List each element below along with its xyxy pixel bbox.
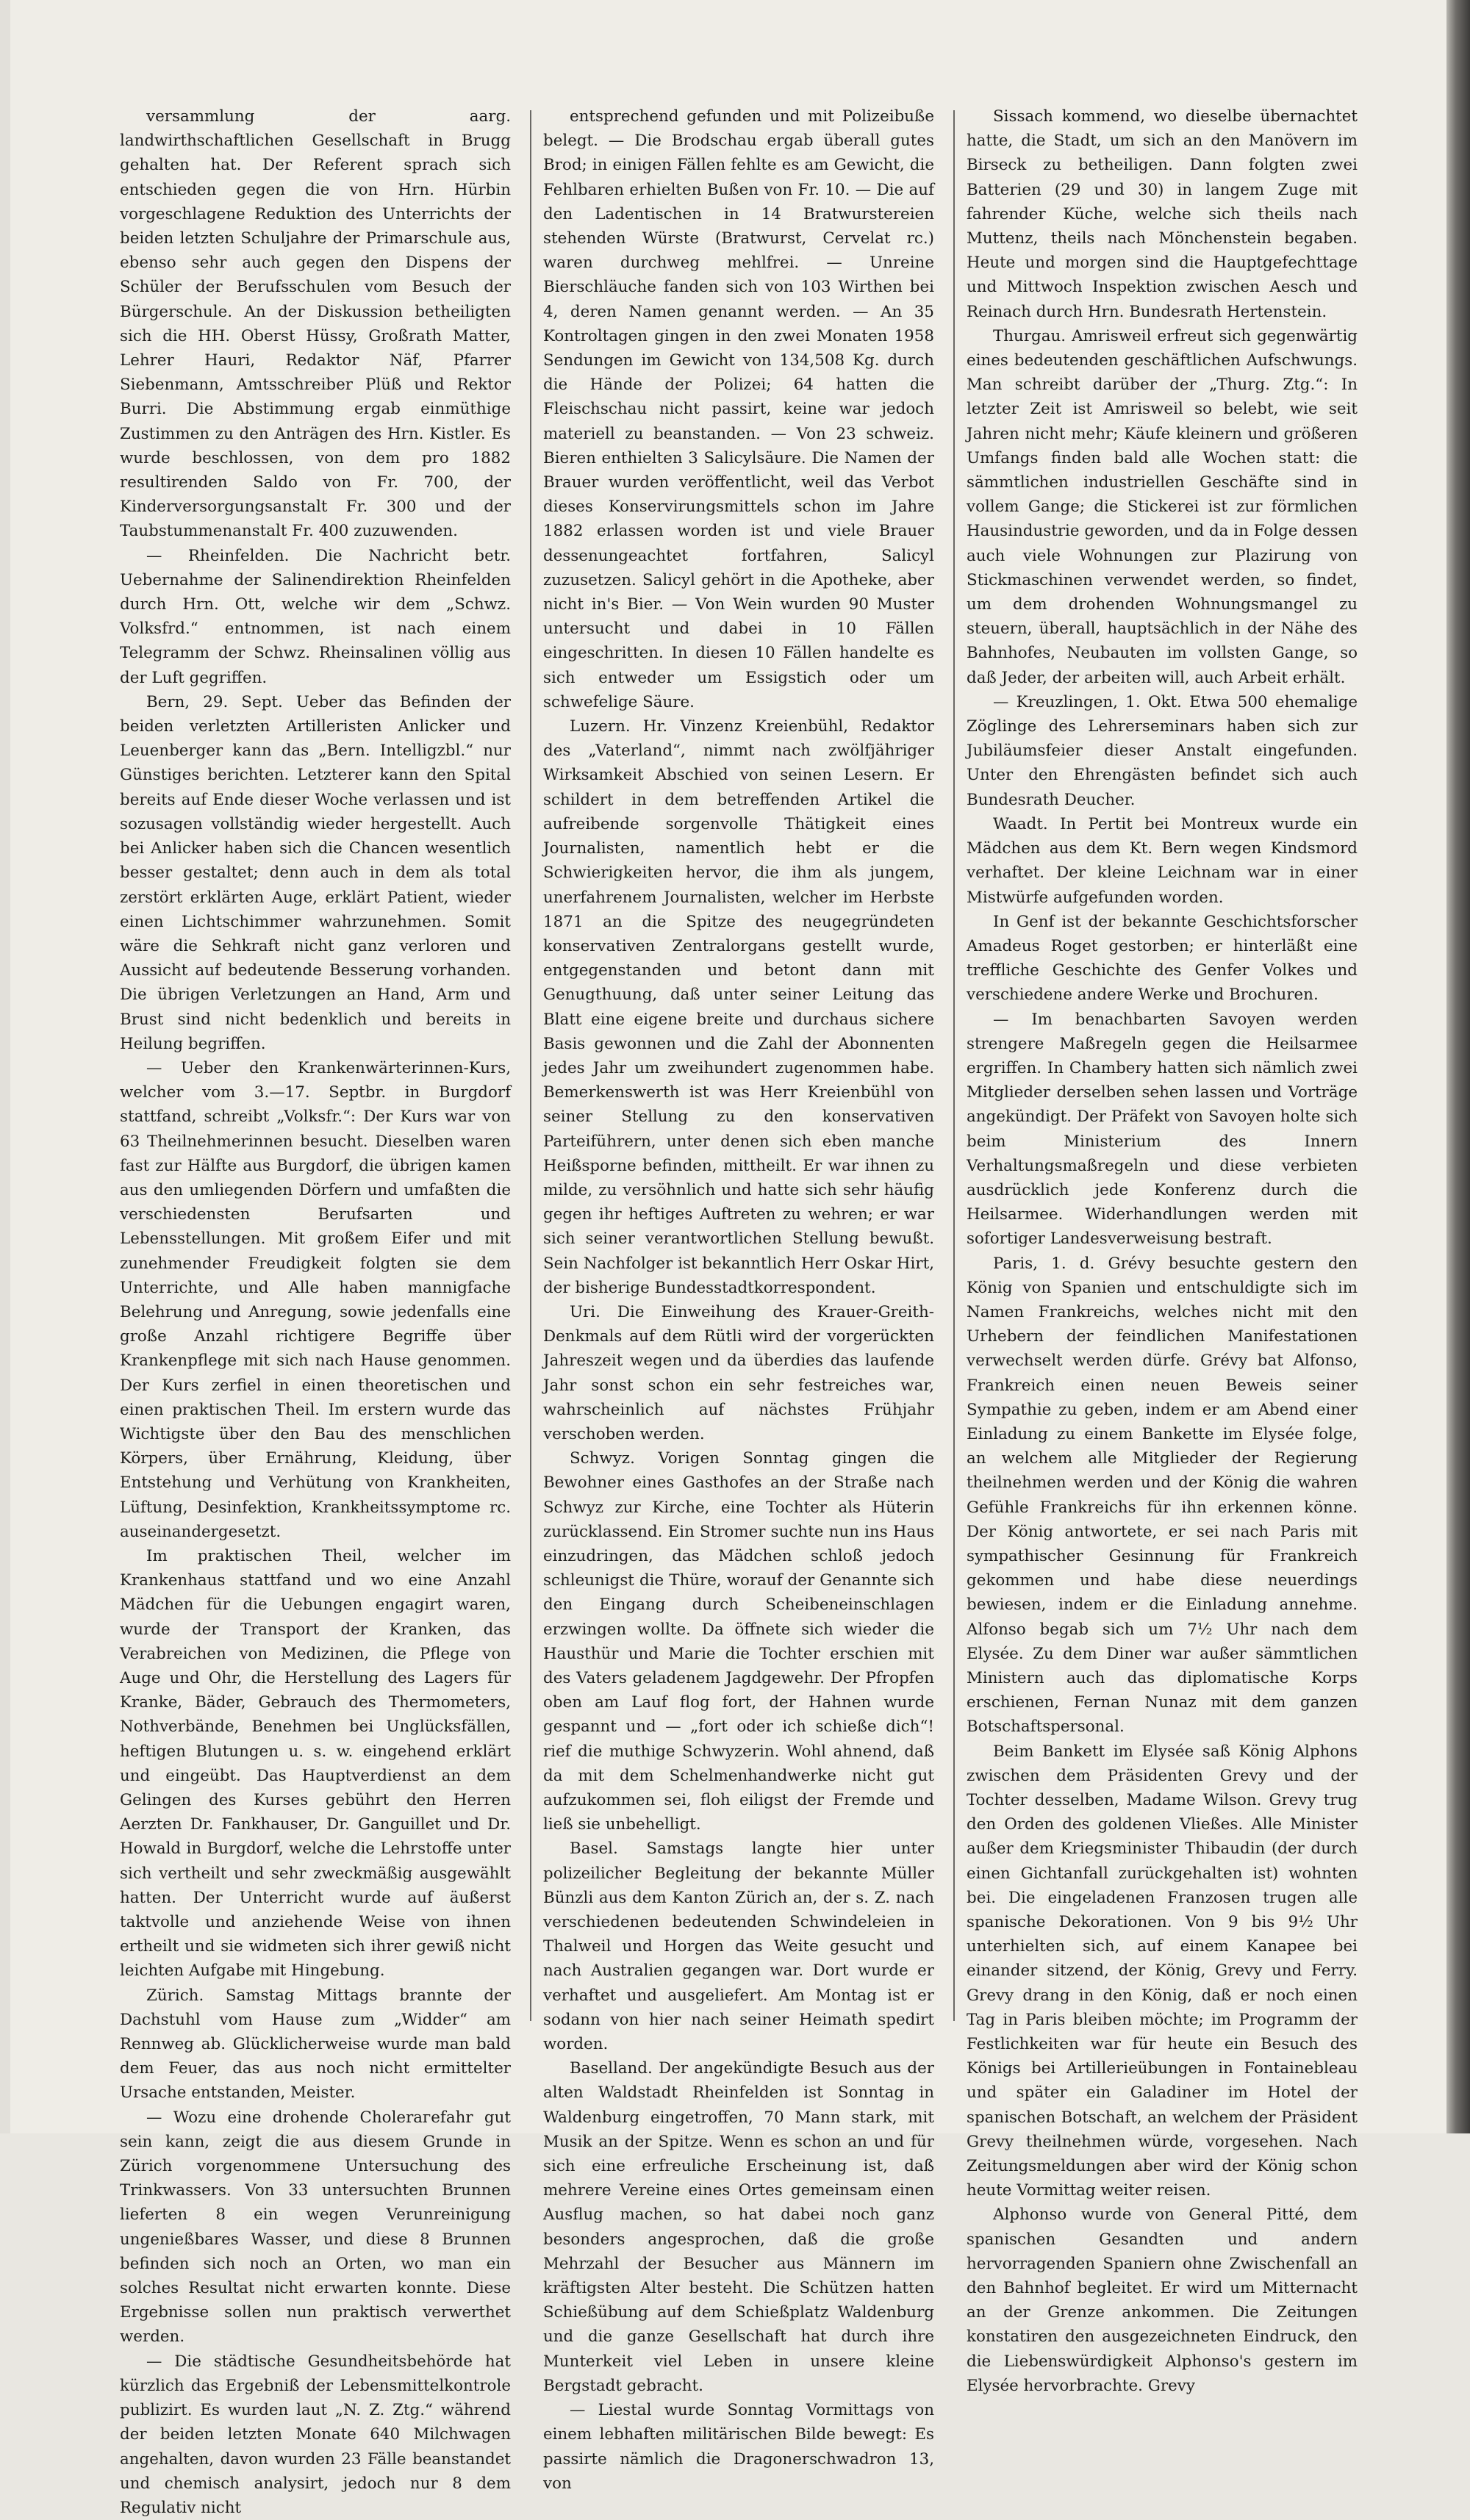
article-paragraph: Bern, 29. Sept. Ueber das Befinden der beiden verletzten Artilleristen Anlicker und Leuenberger kann das „Bern. Intelligzbl.“ nur Günstiges berichten. Letzterer kann den Spital bereits auf Ende dieser Woche verlassen und ist sozusagen vollständig wieder hergestellt. Auch bei Anlicker haben sich die Chancen wesentlich besser gestaltet; denn auch in dem als total zerstört erklärten Auge, erklärt Patient, wieder einen Lichtschimmer wahrzunehmen. Somit wäre die Sehkraft nicht ganz verloren und Aussicht auf bedeutende Besserung vorhanden. Die übrigen Verletzungen an Hand, Arm und Brust sind nicht bedenklich und bereits in Heilung begriffen.: [120, 692, 511, 1053]
article-paragraph: — Liestal wurde Sonntag Vormittags von einem lebhaften militärischen Bilde bewegt: Es passirte nämlich die Dragonerschwadron 13, von: [543, 2401, 934, 2493]
article-paragraph: — Kreuzlingen, 1. Okt. Etwa 500 ehemalige Zöglinge des Lehrerseminars haben sich zur Jubiläumsfeier dieser Anstalt eingefunden. Unter den Ehrengästen befindet sich auch Bundesrath Deucher.: [967, 692, 1358, 809]
column-2: [543, 104, 934, 2493]
article-paragraph: Im praktischen Theil, welcher im Krankenhaus stattfand und wo eine Anzahl Mädchen für die Uebungen engagirt waren, wurde der Transport der Kranken, das Verabreichen von Medizinen, die Pflege von Auge und Ohr, die Herstellung des Lagers für Kranke, Bäder, Gebrauch des Thermometers, Nothverbände, Benehmen bei Unglücksfällen, heftigen Blutungen u. s. w. eingehend erklärt und eingeübt. Das Hauptverdienst an dem Gelingen des Kurses gebührt den Herren Aerzten Dr. Fankhauser, Dr. Ganguillet und Dr. Howald in Burgdorf, welche die Lehrstoffe unter sich vertheilt und sehr zweckmäßig ausgewählt hatten. Der Unterricht wurde auf äußerst taktvolle und anziehende Weise von ihnen ertheilt und sie widmeten sich ihrer gewiß nicht leichten Aufgabe mit Hingebung.: [120, 1546, 511, 1981]
column-3: [967, 104, 1358, 2395]
article-paragraph: Uri. Die Einweihung des Krauer-Greith-Denkmals auf dem Rütli wird der vorgerückten Jahreszeit wegen und da überdies das laufende Jahr sonst schon ein sehr festreiches war, wahrscheinlich auf nächstes Frühjahr verschoben werden.: [543, 1302, 934, 1443]
article-paragraph: entsprechend gefunden und mit Polizeibuße belegt. — Die Brodschau ergab überall gutes Brod; in einigen Fällen fehlte es am Gewicht, die Fehlbaren erhielten Bußen von Fr. 10. — Die auf den Ladentischen in 14 Bratwurstereien stehenden Würste (Bratwurst, Cervelat rc.) waren durchweg mehlfrei. — Unreine Bierschläuche fanden sich von 103 Wirthen bei 4, deren Namen genannt werden. — An 35 Kontroltagen gingen in den zwei Monaten 1958 Sendungen im Gewicht von 134,508 Kg. durch die Hände der Polizei; 64 hatten die Fleischschau nicht passirt, keine war jedoch materiell zu beanstanden. — Von 23 schweiz. Bieren enthielten 3 Salicylsäure. Die Namen der Brauer wurden veröffentlicht, weil das Verbot dieses Konservirungsmittels schon im Jahre 1882 erlassen worden ist und viele Brauer dessenungeachtet fortfahren, Salicyl zuzusetzen. Salicyl gehört in die Apotheke, aber nicht in's Bier. — Von Wein wurden 90 Muster untersucht und dabei in 10 Fällen eingeschritten. In diesen 10 Fällen handelte es sich entweder um Essigstich oder um schwefelige Säure.: [543, 107, 934, 711]
article-paragraph: Sissach kommend, wo dieselbe übernachtet hatte, die Stadt, um sich an den Manövern im Birseck zu betheiligen. Dann folgten zwei Batterien (29 und 30) in langem Zuge mit fahrender Küche, welche sich theils nach Muttenz, theils nach Mönchenstein begaben. Heute und morgen sind die Hauptgefechttage und Mittwoch Inspektion zwischen Aesch und Reinach durch Hrn. Bundesrath Hertenstein.: [967, 107, 1358, 321]
article-paragraph: Basel. Samstags langte hier unter polizeilicher Begleitung der bekannte Müller Bünzli aus dem Kanton Zürich an, der s. Z. nach verschiedenen bedeutenden Schwindeleien in Thalweil und Horgen das Weite gesucht und nach Australien gegangen war. Dort wurde er verhaftet und ausgeliefert. Am Montag ist er sodann von hier nach seiner Heimath spedirt worden.: [543, 1839, 934, 2054]
article-paragraph: Luzern. Hr. Vinzenz Kreienbühl, Redaktor des „Vaterland“, nimmt nach zwölfjähriger Wirksamkeit Abschied von seinen Lesern. Er schildert in dem betreffenden Artikel die aufreibende sorgenvolle Thätigkeit eines Journalisten, namentlich hebt er die Schwierigkeiten hervor, die ihm als jungem, unerfahrenem Journalisten, welcher im Herbste 1871 an die Spitze des neugegründeten konservativen Zentralorgans gestellt wurde, entgegenstanden und betont dann mit Genugthuung, daß unter seiner Leitung das Blatt eine eigene breite und durchaus sichere Basis gewonnen und die Zahl der Abonnenten jedes Jahr um zweihundert zugenommen habe. Bemerkenswerth ist was Herr Kreienbühl von seiner Stellung zu den konservativen Parteiführern, unter denen sich eben manche Heißsporne befinden, mittheilt. Er war ihnen zu milde, zu versöhnlich und hatte sich sehr häufig gegen ihr heftiges Auftreten zu wehren; er war sich seiner verantwortlichen Stellung bewußt. Sein Nachfolger ist bekanntlich Herr Oskar Hirt, der bisherige Bundesstadtkorrespondent.: [543, 717, 934, 1297]
article-paragraph: Thurgau. Amriswеil erfreut sich gegenwärtig eines bedeutenden geschäftlichen Aufschwungs. Man schreibt darüber der „Thurg. Ztg.“: In letzter Zeit ist Amriswеil so belebt, wie seit Jahren nicht mehr; Käufe kleinern und größeren Umfangs finden bald alle Wochen statt: die sämmtlichen industriellen Geschäfte sind in vollem Gange; die Stickerei ist zur förmlichen Hausindustrie geworden, und da in Folge dessen auch viele Wohnungen zur Plazirung von Stickmaschinen verwendet werden, so findet, um dem drohenden Wohnungsmangel zu steuern, überall, hauptsächlich in der Nähe des Bahnhofes, Neubauten im vollsten Gange, so daß Jeder, der arbeiten will, auch Arbeit erhält.: [967, 326, 1358, 687]
article-paragraph: Schwyz. Vorigen Sonntag gingen die Bewohner eines Gasthofes an der Straße nach Schwyz zur Kirche, eine Tochter als Hüterin zurücklassend. Ein Stromer suchte nun ins Haus einzudringen, das Mädchen schloß jedoch schleunigst die Thüre, worauf der Genannte sich den Eingang durch Scheibeneinschlagen erzwingen wollte. Da öffnete sich wieder die Hausthür und Marie die Tochter erschien mit des Vaters geladenem Jagdgewehr. Der Pfropfen oben am Lauf flog fort, der Hahnen wurde gespannt und — „fort oder ich schieße dich“! rief die muthige Schwyzerin. Wohl ahnend, daß da mit dem Schelmenhandwerke nicht gut aufzukommen sei, floh eiligst der Fremde und ließ sie unbehelligt.: [543, 1449, 934, 1834]
article-paragraph: Baselland. Der angekündigte Besuch aus der alten Waldstadt Rheinfelden ist Sonntag in Waldenburg eingetroffen, 70 Mann stark, mit Musik an der Spitze. Wenn es schon an und für sich eine erfreuliche Erscheinung ist, daß mehrere Vereine eines Ortes gemeinsam einen Ausflug machen, so hat dabei noch ganz besonders angesprochen, daß die große Mehrzahl der Besucher aus Männern im kräftigsten Alter besteht. Die Schützen hatten Schießübung auf dem Schießplatz Waldenburg und die ganze Gesellschaft hat durch ihre Munterkeit viel Leben in unsere kleine Bergstadt gebracht.: [543, 2059, 934, 2395]
page-edge-shadow: [1446, 0, 1470, 2133]
article-paragraph: — Ueber den Krankenwärterinnen-Kurs, welcher vom 3.—17. Septbr. in Burgdorf stattfand, schreibt „Volksfr.“: Der Kurs war von 63 Theilnehmerinnen besucht. Dieselben waren fast zur Hälfte aus Burgdorf, die übrigen kamen aus den umliegenden Dörfern und umfaßten die verschiedensten Berufsarten und Lebensstellungen. Mit großem Eifer und mit zunehmender Freudigkeit folgten sie dem Unterrichte, und Alle haben mannigfache Belehrung und Anregung, sowie jedenfalls eine große Anzahl richtigere Begriffe über Krankenpflege mit sich nach Hause genommen. Der Kurs zerfiel in einen theoretischen und einen praktischen Theil. Im erstern wurde das Wichtigste über den Bau des menschlichen Körpers, über Ernährung, Kleidung, über Entstehung und Verhütung von Krankheiten, Lüftung, Desinfektion, Krankheitssymptome rc. auseinandergesetzt.: [120, 1058, 511, 1541]
article-paragraph: Beim Bankett im Elysée saß König Alphons zwischen dem Präsidenten Grevy und der Tochter desselben, Madame Wilson. Grevy trug den Orden des goldenen Vließes. Alle Minister außer dem Kriegsminister Thibaudin (der durch einen Gichtanfall zurückgehalten ist) wohnten bei. Die eingeladenen Franzosen trugen alle spanische Dekorationen. Von 9 bis 9½ Uhr unterhielten sich, auf einem Kanapee bei einander sitzend, der König, Grevy und Ferry. Grevy drang in den König, daß er noch einen Tag in Paris bleiben möchte; im Programm der Festlichkeiten war für heute ein Besuch des Königs bei Artillerieübungen in Fontainebleau und später ein Galadiner im Hotel der spanischen Botschaft, an welchem der Präsident Grevy theilnehmen würde, vorgesehen. Nach Zeitungsmeldungen aber wird der König schon heute Vormittag weiter reisen.: [967, 1742, 1358, 2200]
column-1: [120, 104, 511, 2517]
article-paragraph: — Die städtische Gesundheitsbehörde hat kürzlich das Ergebniß der Lebensmittelkontrole publizirt. Es wurden laut „N. Z. Ztg.“ während der beiden letzten Monate 640 Milchwagen angehalten, davon wurden 23 Fälle beanstandet und chemisch analysirt, jedoch nur 8 dem Regulativ nicht: [120, 2352, 511, 2517]
article-paragraph: — Im benachbarten Savoyen werden strengere Maßregeln gegen die Heilsarmee ergriffen. In Chambery hatten sich nämlich zwei Mitglieder derselben sehen lassen und Vorträge angekündigt. Der Präfekt von Savoyen holte sich beim Ministerium des Innern Verhaltungsmaßregeln und diese verbieten ausdrücklich jede Konferenz durch die Heilsarmee. Widerhandlungen werden mit sofortiger Landesverweisung bestraft.: [967, 1010, 1358, 1249]
article-paragraph: Alphonso wurde von General Pitté, dem spanischen Gesandten und andern hervorragenden Spaniern ohne Zwischenfall an den Bahnhof begleitet. Er wird um Mitternacht an der Grenze ankommen. Die Zeitungen konstatiren den ausgezeichneten Eindruck, den die Liebenswürdigkeit Alphonso's gestern im Elysée hervorbrachte. Grevy: [967, 2205, 1358, 2395]
column-divider: [530, 110, 531, 2021]
article-paragraph: In Genf ist der bekannte Geschichtsforscher Amadeus Roget gestorben; er hinterläßt eine treffliche Geschichte des Genfer Volkes und verschiedene andere Werke und Brochuren.: [967, 912, 1358, 1005]
article-paragraph: versammlung der aarg. landwirthschaftlichen Gesellschaft in Brugg gehalten hat. Der Referent sprach sich entschieden gegen die von Hrn. Hürbin vorgeschlagene Reduktion des Unterrichts der beiden letzten Schuljahre der Primarschule aus, ebenso sehr auch gegen den Dispens der Schüler der Berufsschulen vom Besuch der Bürgerschule. An der Diskussion betheiligten sich die HH. Oberst Hüssy, Großrath Matter, Lehrer Hauri, Redaktor Näf, Pfarrer Siebenmann, Amtsschreiber Plüß und Rektor Burri. Die Abstimmung ergab einmüthige Zustimmen zu den Anträgen des Hrn. Kistler. Es wurde beschlossen, von dem pro 1882 resultirenden Saldo von Fr. 700, der Kinderversorgungsanstalt Fr. 300 und der Taubstummenanstalt Fr. 400 zuzuwenden.: [120, 107, 511, 541]
column-divider: [953, 110, 955, 2021]
article-paragraph: — Rheinfelden. Die Nachricht betr. Uebernahme der Salinendirektion Rheinfelden durch Hrn. Ott, welche wir dem „Schwz. Volksfrd.“ entnommen, ist nach einem Telegramm der Schwz. Rheinsalinen völlig aus der Luft gegriffen.: [120, 546, 511, 687]
article-paragraph: Paris, 1. d. Grévy besuchte gestern den König von Spanien und entschuldigte sich im Namen Frankreichs, welches nicht mit den Urhebern der feindlichen Manifestationen verwechselt werden dürfe. Grévy bat Alfonso, Frankreich einen neuen Beweis seiner Sympathie zu geben, indem er am Abend einer Einladung zu einem Bankette im Elysée folge, an welchem alle Mitglieder der Regierung theilnehmen werden und der König die wahren Gefühle Frankreichs für ihn erkennen könne. Der König antwortete, er sei nach Paris mit sympathischer Gesinnung für Frankreich gekommen und habe diese neuerdings bewiesen, indem er die Einladung annehme. Alfonso begab sich um 7½ Uhr nach dem Elysée. Zu dem Diner war außer sämmtlichen Ministern auch das diplomatische Korps erschienen, Fernan Nunaz mit dem ganzen Botschaftspersonal.: [967, 1254, 1358, 1737]
article-paragraph: Waadt. In Pertit bei Montreux wurde ein Mädchen aus dem Kt. Bern wegen Kindsmord verhaftet. Der kleine Leichnam war in einer Mistwürfe aufgefunden worden.: [967, 814, 1358, 907]
left-margin: [0, 0, 10, 2133]
article-paragraph: — Wozu eine drohende Cholerагefahr gut sein kann, zeigt die aus diesem Grunde in Zürich vorgenommene Untersuchung des Trinkwassers. Von 33 untersuchten Brunnen lieferten 8 ein wegen Verunreinigung ungenießbares Wasser, und diese 8 Brunnen befinden sich noch an Orten, wo man ein solches Resultat nicht erwarten konnte. Diese Ergebnisse sollen nun praktisch verwerthet werden.: [120, 2108, 511, 2347]
article-paragraph: Zürich. Samstag Mittags brannte der Dachstuhl vom Hause zum „Widder“ am Rennweg ab. Glücklicherweise wurde man bald dem Feuer, das aus noch nicht ermittelter Ursache entstanden, Meister.: [120, 1986, 511, 2103]
